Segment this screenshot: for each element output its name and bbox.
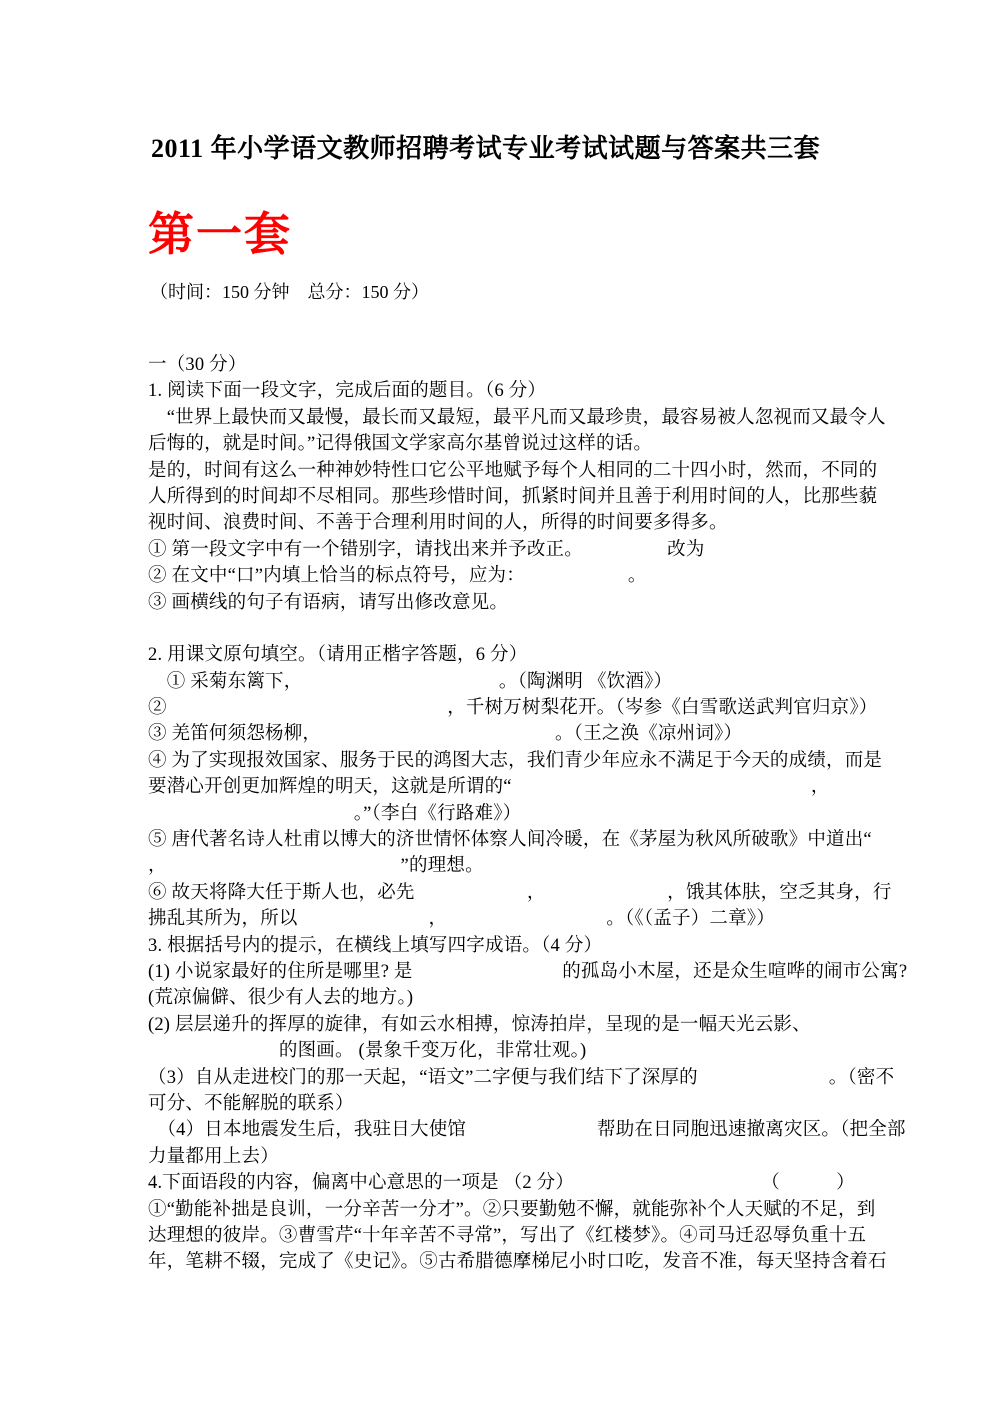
text-line: ② ，千树万树梨花开。（岑参《白雪歌送武判官归京》） bbox=[148, 698, 878, 719]
text-line: 拂乱其所为，所以 ， 。（《（孟子）二章》） bbox=[148, 909, 775, 930]
text-line: ⑥ 故天将降大任于斯人也，必先 ， ，饿其体肤，空乏其身，行 bbox=[148, 882, 892, 903]
document-body bbox=[148, 352, 908, 1276]
text-line: 。”（李白《行路难》） bbox=[148, 803, 522, 824]
text-line: 达理想的彼岸。③曹雪芹“十年辛苦不寻常”，写出了《红楼梦》。④司马迁忍辱负重十五 bbox=[148, 1225, 867, 1246]
text-line: 1. 阅读下面一段文字，完成后面的题目。（6 分） bbox=[148, 381, 547, 402]
text-line: ①“勤能补拙是良训，一分辛苦一分才”。②只要勤勉不懈，就能弥补个人天赋的不足，到 bbox=[148, 1199, 876, 1220]
text-line: （4）日本地震发生后，我驻日大使馆 帮助在日同胞迅速撤离灾区。（把全部 bbox=[148, 1120, 906, 1141]
text-line: 人所得到的时间却不尽相同。那些珍惜时间，抓紧时间并且善于利用时间的人，比那些藐 bbox=[148, 486, 878, 507]
text-line: ② 在文中“口”内填上恰当的标点符号，应为： 。 bbox=[148, 566, 647, 587]
text-line: 2. 用课文原句填空。（请用正楷字答题，6 分） bbox=[148, 645, 528, 666]
text-line: 年，笔耕不辍，完成了《史记》。⑤古希腊德摩梯尼小时口吃，发音不准，每天坚持含着石 bbox=[148, 1252, 887, 1273]
text-line bbox=[148, 616, 888, 642]
text-line: 3. 根据括号内的提示，在横线上填写四字成语。（4 分） bbox=[148, 935, 603, 956]
text-line: ③ 画横线的句子有语病，请写出修改意见。 bbox=[148, 592, 509, 613]
text-line: (1) 小说家最好的住所是哪里? 是 的孤岛小木屋，还是众生喧哗的闹市公寓? bbox=[148, 961, 908, 982]
text-line: 一（30 分） bbox=[148, 355, 247, 375]
text-line: (荒凉偏僻、很少有人去的地方。) bbox=[148, 988, 414, 1009]
text-line: 可分、不能解脱的联系） bbox=[148, 1093, 354, 1114]
text-line: （3）自从走进校门的那一天起，“语文”二字便与我们结下了深厚的 。（密不 bbox=[148, 1067, 895, 1088]
set-heading: 第一套 bbox=[148, 209, 292, 260]
text-line: 是的，时间有这么一种神妙特性口它公平地赋予每个人相同的二十四小时，然而，不同的 bbox=[148, 460, 878, 481]
text-line: 要潜心开创更加辉煌的明天，这就是所谓的“ ， bbox=[148, 777, 830, 798]
text-line: 后悔的，就是时间。”记得俄国文学家高尔基曾说过这样的话。 bbox=[148, 434, 653, 455]
text-line: “世界上最快而又最慢，最长而又最短，最平凡而又最珍贵，最容易被人忽视而又最令人 bbox=[148, 407, 886, 428]
text-line: ④ 为了实现报效国家、服务于民的鸿图大志，我们青少年应永不满足于今天的成绩，而是 bbox=[148, 750, 883, 771]
text-line: ⑤ 唐代著名诗人杜甫以博大的济世情怀体察人间冷暖，在《茅屋为秋风所破歌》中道出“ bbox=[148, 830, 872, 851]
text-line: (2) 层层递升的挥厚的旋律，有如云水相搏，惊涛拍岸，呈现的是一幅天光云影、 bbox=[148, 1014, 811, 1035]
text-line: 视时间、浪费时间、不善于合理利用时间的人，所得的时间要多得多。 bbox=[148, 513, 728, 534]
text-line: ③ 羌笛何须怨杨柳， 。（王之涣《凉州词》） bbox=[148, 724, 743, 745]
text-line: ① 第一段文字中有一个错别字，请找出来并予改正。 改为 bbox=[148, 539, 705, 560]
text-line: 的图画。 (景象千变万化，非常壮观。) bbox=[148, 1041, 587, 1062]
text-line: ① 采菊东篱下， 。（陶渊明 《饮酒》） bbox=[148, 671, 673, 692]
document-title: 2011 年小学语文教师招聘考试专业考试试题与答案共三套 bbox=[151, 134, 821, 163]
exam-meta: （时间：150 分钟 总分：150 分） bbox=[150, 282, 429, 302]
text-line: ， ”的理想。 bbox=[148, 856, 484, 877]
text-line: 4.下面语段的内容，偏离中心意思的一项是 （2 分） （ ） bbox=[148, 1173, 855, 1194]
text-line: 力量都用上去） bbox=[148, 1146, 279, 1167]
